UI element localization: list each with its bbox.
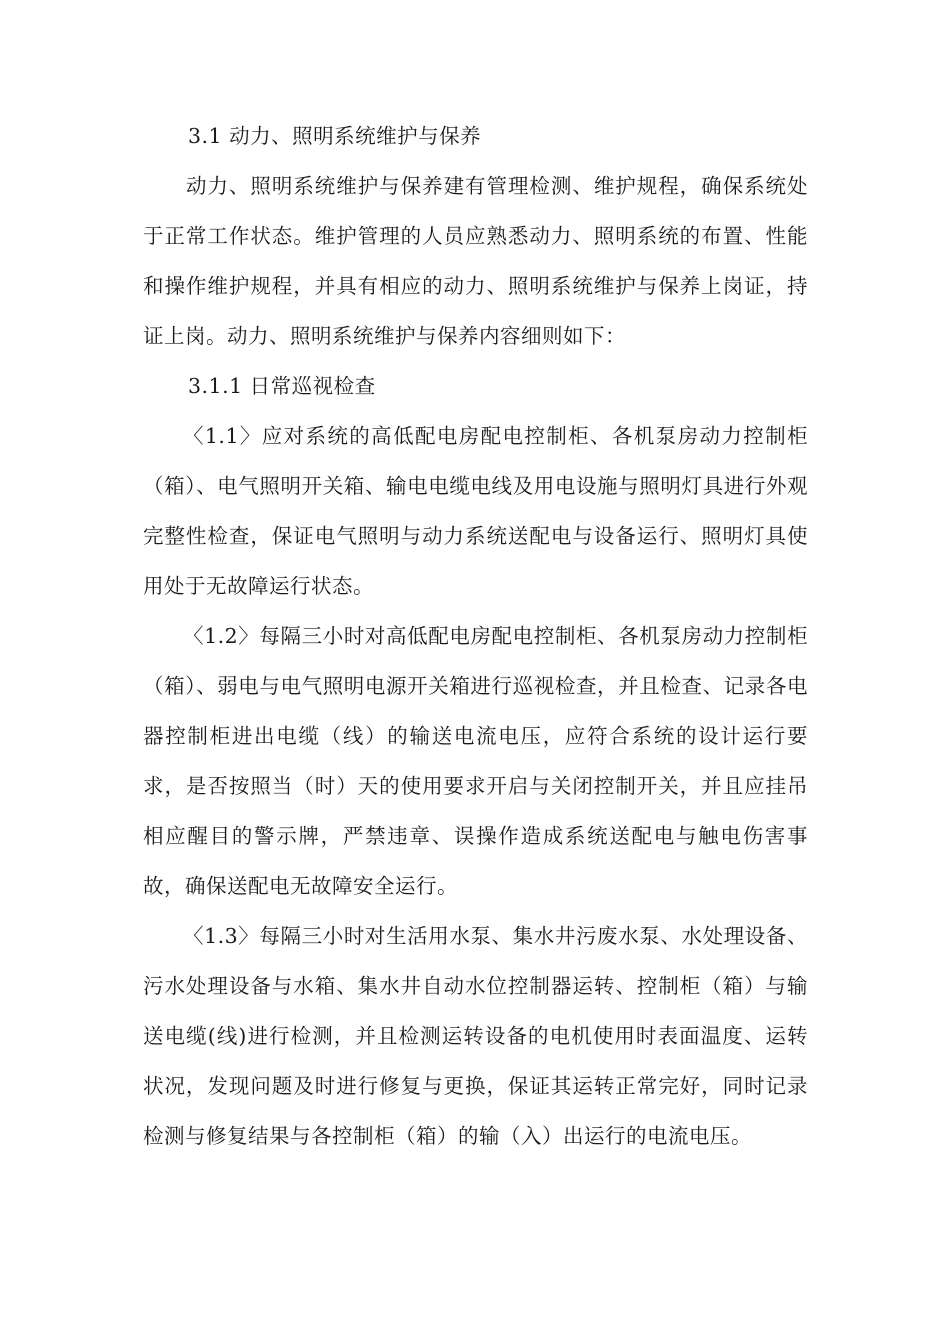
- list-item: 〈1.2〉每隔三小时对高低配电房配电控制柜、各机泵房动力控制柜（箱）、弱电与电气照明电源开关箱进行巡视检查，并且检查、记录各电器控制柜进出电缆（线）的输送电流电压，应符合系统的设计运行要求，是否按照当（时）天的使用要求开启与关闭控制开关，并且应挂吊相应醒目的警示牌，严禁违章、误操作造成系统送配电与触电伤害事故，确保送配电无故障安全运行。: [143, 624, 808, 898]
- intro-paragraph: 动力、照明系统维护与保养建有管理检测、维护规程，确保系统处于正常工作状态。维护管理的人员应熟悉动力、照明系统的布置、性能和操作维护规程，并具有相应的动力、照明系统维护与保养上岗证，持证上岗。动力、照明系统维护与保养内容细则如下：: [143, 174, 808, 348]
- list-item: 〈1.3〉每隔三小时对生活用水泵、集水井污废水泵、水处理设备、污水处理设备与水箱、集水井自动水位控制器运转、控制柜（箱）与输送电缆(线)进行检测，并且检测运转设备的电机使用时表面温度、运转状况，发现问题及时进行修复与更换，保证其运转正常完好，同时记录检测与修复结果与各控制柜（箱）的输（入）出运行的电流电压。: [143, 924, 808, 1148]
- document-body: [143, 111, 808, 1161]
- subsection-heading: 3.1.1 日常巡视检查: [188, 374, 376, 398]
- section-heading: 3.1 动力、照明系统维护与保养: [188, 124, 482, 148]
- list-item: 〈1.1〉应对系统的高低配电房配电控制柜、各机泵房动力控制柜（箱）、电气照明开关箱、输电电缆电线及用电设施与照明灯具进行外观完整性检查，保证电气照明与动力系统送配电与设备运行、照明灯具使用处于无故障运行状态。: [143, 424, 808, 598]
